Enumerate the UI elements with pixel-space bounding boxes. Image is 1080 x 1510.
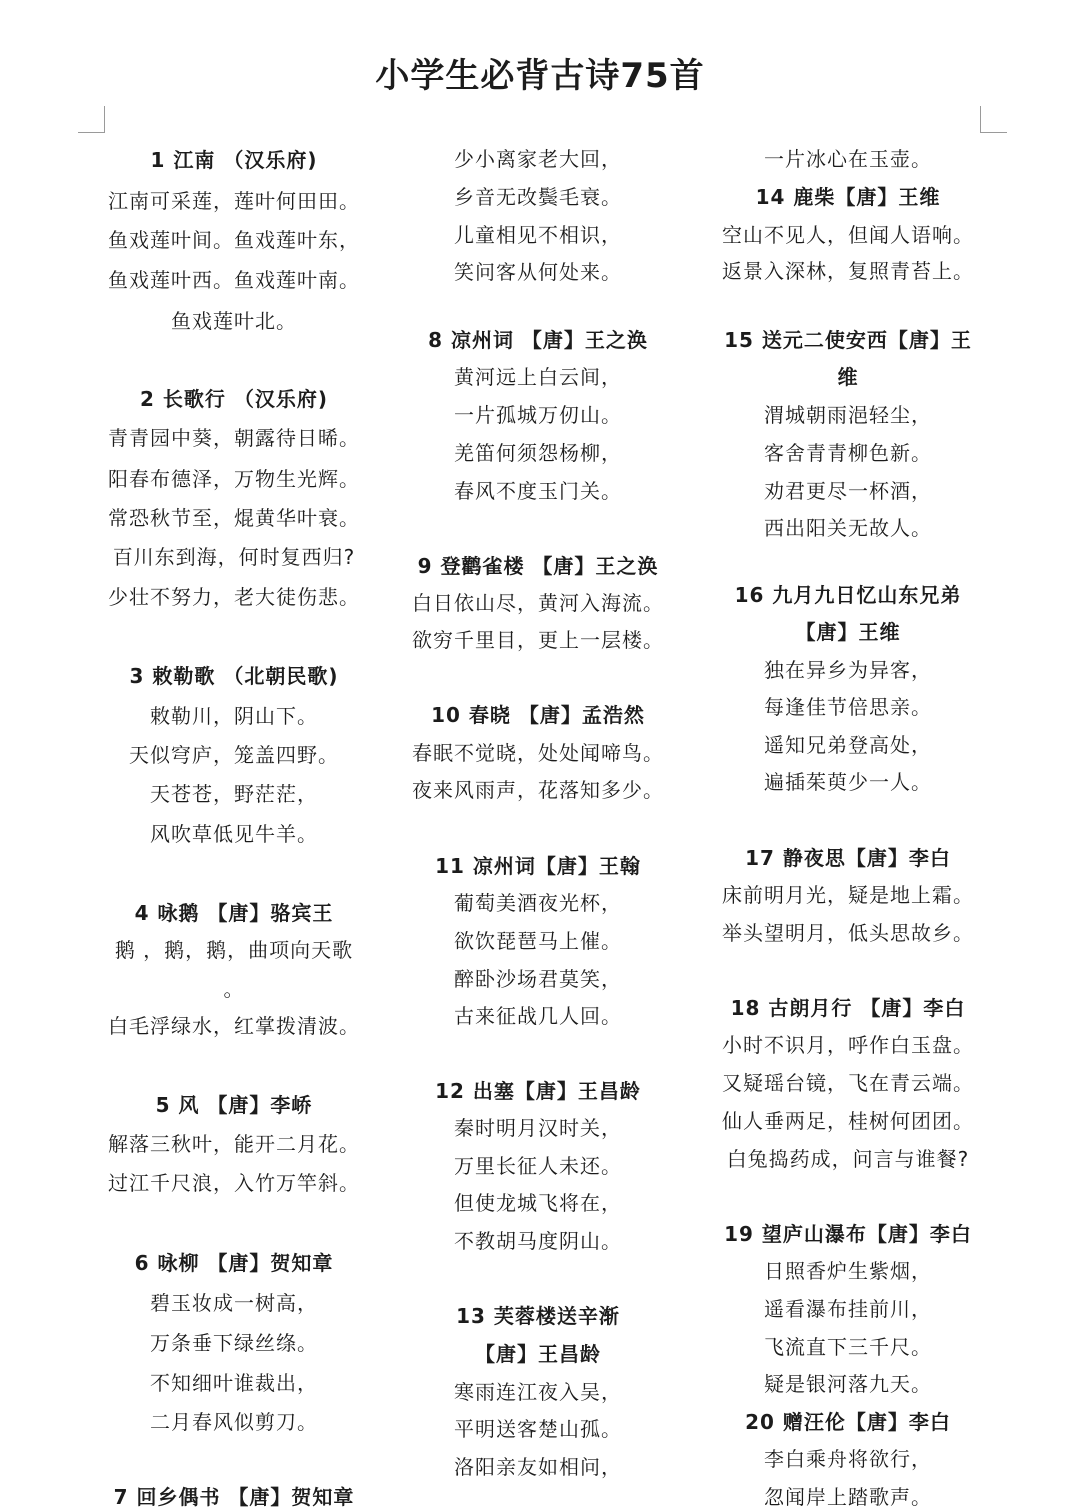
- poem-line: 春眠不觉晓，处处闻啼鸟。: [412, 741, 664, 765]
- poem-line: 天苍苍，野茫茫，: [150, 782, 318, 806]
- poem-line: 万条垂下绿丝绦。: [150, 1331, 318, 1355]
- poem-line: 劝君更尽一杯酒，: [764, 479, 932, 503]
- poem-title: 3 敕勒歌 （北朝民歌): [129, 664, 339, 688]
- poem-line: 。: [223, 977, 245, 1001]
- poem-line: 夜来风雨声，花落知多少。: [412, 778, 664, 802]
- poem-line: 洛阳亲友如相问，: [454, 1455, 622, 1479]
- poem-line: 仙人垂两足，桂树何团团。: [722, 1109, 974, 1133]
- poem-line: 遥知兄弟登高处，: [764, 733, 932, 757]
- poem-line: 碧玉妆成一树高，: [150, 1291, 318, 1315]
- poem-line: 小时不识月，呼作白玉盘。: [722, 1033, 974, 1057]
- poem-line: 白毛浮绿水，红掌拨清波。: [108, 1014, 360, 1038]
- poem-line: 羌笛何须怨杨柳，: [454, 441, 622, 465]
- poem-line: 少壮不努力，老大徒伤悲。: [108, 585, 360, 609]
- poem-title: 10 春晓 【唐】孟浩然: [431, 703, 645, 727]
- poem-line: 少小离家老大回，: [454, 147, 622, 171]
- poem-line: 返景入深林，复照青苔上。: [722, 259, 974, 283]
- poem-title: 4 咏鹅 【唐】骆宾王: [134, 901, 334, 925]
- poem-title: 6 咏柳 【唐】贺知章: [134, 1251, 334, 1275]
- poem-title: 2 长歌行 （汉乐府): [140, 387, 328, 411]
- poem-line: 但使龙城飞将在，: [454, 1191, 622, 1215]
- poem-title: 18 古朗月行 【唐】李白: [730, 996, 966, 1020]
- poem-line: 春风不度玉门关。: [454, 479, 622, 503]
- poem-line: 一片孤城万仞山。: [454, 403, 622, 427]
- poem-line: 古来征战几人回。: [454, 1004, 622, 1028]
- crop-mark-top-left: [78, 106, 105, 133]
- poem-line: 葡萄美酒夜光杯，: [454, 891, 622, 915]
- poem-line: 一片冰心在玉壶。: [764, 147, 932, 171]
- poem-line: 不知细叶谁裁出，: [150, 1371, 318, 1395]
- poem-line: 平明送客楚山孤。: [454, 1417, 622, 1441]
- page-title: 小学生必背古诗75首: [375, 56, 705, 96]
- poem-line: 儿童相见不相识，: [454, 223, 622, 247]
- poem-line: 常恐秋节至，焜黄华叶衰。: [108, 506, 360, 530]
- poem-line: 天似穹庐，笼盖四野。: [129, 743, 339, 767]
- poem-line: 青青园中葵，朝露待日晞。: [108, 426, 360, 450]
- poem-line: 床前明月光，疑是地上霜。: [722, 883, 974, 907]
- poem-line: 空山不见人，但闻人语响。: [722, 223, 974, 247]
- poem-line: 二月春风似剪刀。: [150, 1410, 318, 1434]
- poem-line: 乡音无改鬓毛衰。: [454, 185, 622, 209]
- poem-line: 遥看瀑布挂前川，: [764, 1297, 932, 1321]
- poem-title: 17 静夜思【唐】李白: [745, 846, 951, 870]
- poem-line: 独在异乡为异客，: [764, 658, 932, 682]
- poem-line: 李白乘舟将欲行，: [764, 1447, 932, 1471]
- poem-title: 19 望庐山瀑布【唐】李白: [724, 1222, 972, 1246]
- poem-line: 欲饮琵琶马上催。: [454, 929, 622, 953]
- poem-line: 不教胡马度阴山。: [454, 1229, 622, 1253]
- poem-line: 秦时明月汉时关，: [454, 1116, 622, 1140]
- poem-title-continued: 维: [837, 365, 859, 389]
- poem-line: 笑问客从何处来。: [454, 260, 622, 284]
- poem-line: 阳春布德泽，万物生光辉。: [108, 467, 360, 491]
- poem-line: 忽闻岸上踏歌声。: [764, 1485, 932, 1509]
- poem-title: 1 江南 （汉乐府): [150, 148, 318, 172]
- poem-title: 14 鹿柴【唐】王维: [755, 185, 941, 209]
- poem-line: 万里长征人未还。: [454, 1154, 622, 1178]
- poem-line: 鱼戏莲叶北。: [171, 309, 297, 333]
- poem-line: 又疑瑶台镜，飞在青云端。: [722, 1071, 974, 1095]
- poem-line: 鹅 ，鹅，鹅，曲项向天歌: [114, 938, 354, 962]
- poem-line: 风吹草低见牛羊。: [150, 822, 318, 846]
- poem-line: 江南可采莲，莲叶何田田。: [108, 189, 360, 213]
- poem-line: 百川东到海，何时复西归?: [112, 545, 356, 569]
- poem-title: 7 回乡偶书 【唐】贺知章: [113, 1485, 355, 1509]
- poem-line: 疑是银河落九天。: [764, 1372, 932, 1396]
- poem-title: 5 风 【唐】李峤: [155, 1093, 313, 1117]
- poem-line: 西出阳关无故人。: [764, 516, 932, 540]
- poem-title: 15 送元二使安西【唐】王: [724, 328, 972, 352]
- crop-mark-top-right: [980, 106, 1007, 133]
- poem-line: 鱼戏莲叶西。鱼戏莲叶南。: [108, 268, 360, 292]
- poem-line: 欲穷千里目，更上一层楼。: [412, 628, 664, 652]
- poem-title: 16 九月九日忆山东兄弟: [734, 583, 962, 607]
- poem-line: 日照香炉生紫烟，: [764, 1259, 932, 1283]
- poem-line: 飞流直下三千尺。: [764, 1335, 932, 1359]
- poem-line: 每逢佳节倍思亲。: [764, 695, 932, 719]
- poem-line: 过江千尺浪，入竹万竿斜。: [108, 1171, 360, 1195]
- poem-author: 【唐】王维: [795, 620, 901, 644]
- poem-line: 客舍青青柳色新。: [764, 441, 932, 465]
- poem-author: 【唐】王昌龄: [475, 1342, 601, 1366]
- poem-title: 20 赠汪伦【唐】李白: [745, 1410, 951, 1434]
- poem-line: 渭城朝雨浥轻尘，: [764, 403, 932, 427]
- poem-line: 解落三秋叶，能开二月花。: [108, 1132, 360, 1156]
- poem-line: 举头望明月，低头思故乡。: [722, 921, 974, 945]
- poem-title: 13 芙蓉楼送辛渐: [456, 1304, 620, 1328]
- poem-line: 敕勒川，阴山下。: [150, 704, 318, 728]
- poem-title: 8 凉州词 【唐】王之涣: [428, 328, 648, 352]
- poem-line: 遍插茱萸少一人。: [764, 770, 932, 794]
- poem-line: 白兔捣药成，问言与谁餐?: [726, 1147, 970, 1171]
- poem-title: 12 出塞【唐】王昌龄: [435, 1079, 641, 1103]
- poem-line: 鱼戏莲叶间。鱼戏莲叶东，: [108, 228, 360, 252]
- poem-line: 黄河远上白云间，: [454, 365, 622, 389]
- poem-title: 11 凉州词【唐】王翰: [435, 854, 641, 878]
- poem-line: 寒雨连江夜入吴，: [454, 1380, 622, 1404]
- poem-line: 醉卧沙场君莫笑，: [454, 967, 622, 991]
- poem-line: 白日依山尽，黄河入海流。: [412, 591, 664, 615]
- poem-title: 9 登鹳雀楼 【唐】王之涣: [417, 554, 659, 578]
